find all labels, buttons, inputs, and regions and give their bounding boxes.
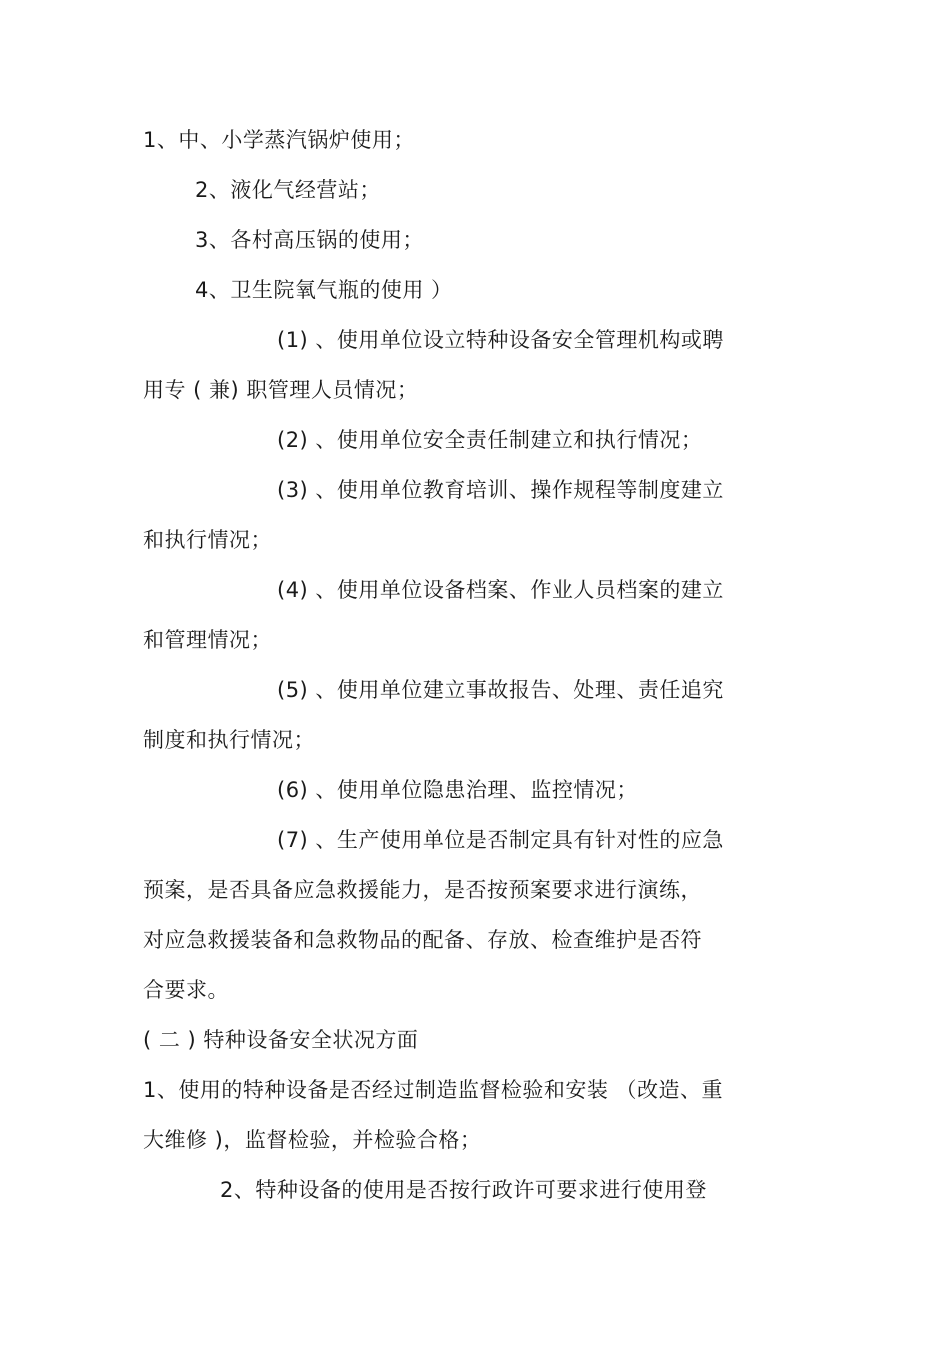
text-line: 预案，是否具备应急救援能力，是否按预案要求进行演练， bbox=[143, 878, 702, 902]
text-line: 合要求。 bbox=[143, 978, 229, 1002]
text-line: 用专 ( 兼) 职管理人员情况； bbox=[143, 378, 419, 402]
text-line: 1、中、小学蒸汽锅炉使用； bbox=[143, 128, 415, 152]
text-line: (2) 、使用单位安全责任制建立和执行情况； bbox=[277, 428, 703, 452]
text-line: 3、各村高压锅的使用； bbox=[195, 228, 424, 252]
text-line: 和管理情况； bbox=[143, 628, 272, 652]
text-line: 制度和执行情况； bbox=[143, 728, 315, 752]
text-line: (6) 、使用单位隐患治理、监控情况； bbox=[277, 778, 638, 802]
text-line: (5) 、使用单位建立事故报告、处理、责任追究 bbox=[277, 678, 724, 702]
text-line: 2、液化气经营站； bbox=[195, 178, 381, 202]
text-line: 1、使用的特种设备是否经过制造监督检验和安装 （改造、重 bbox=[143, 1078, 724, 1102]
text-line: 和执行情况； bbox=[143, 528, 272, 552]
section-heading: ( 二 ) 特种设备安全状况方面 bbox=[143, 1028, 419, 1052]
text-line: (7) 、生产使用单位是否制定具有针对性的应急 bbox=[277, 828, 724, 852]
text-line: (4) 、使用单位设备档案、作业人员档案的建立 bbox=[277, 578, 724, 602]
text-line: 大维修 )，监督检验，并检验合格； bbox=[143, 1128, 482, 1152]
text-line: (1) 、使用单位设立特种设备安全管理机构或聘 bbox=[277, 328, 724, 352]
text-line: 4、卫生院氧气瓶的使用 ） bbox=[195, 278, 453, 302]
text-line: (3) 、使用单位教育培训、操作规程等制度建立 bbox=[277, 478, 724, 502]
text-line: 对应急救援装备和急救物品的配备、存放、检查维护是否符 bbox=[143, 928, 702, 952]
text-line: 2、特种设备的使用是否按行政许可要求进行使用登 bbox=[220, 1178, 707, 1202]
